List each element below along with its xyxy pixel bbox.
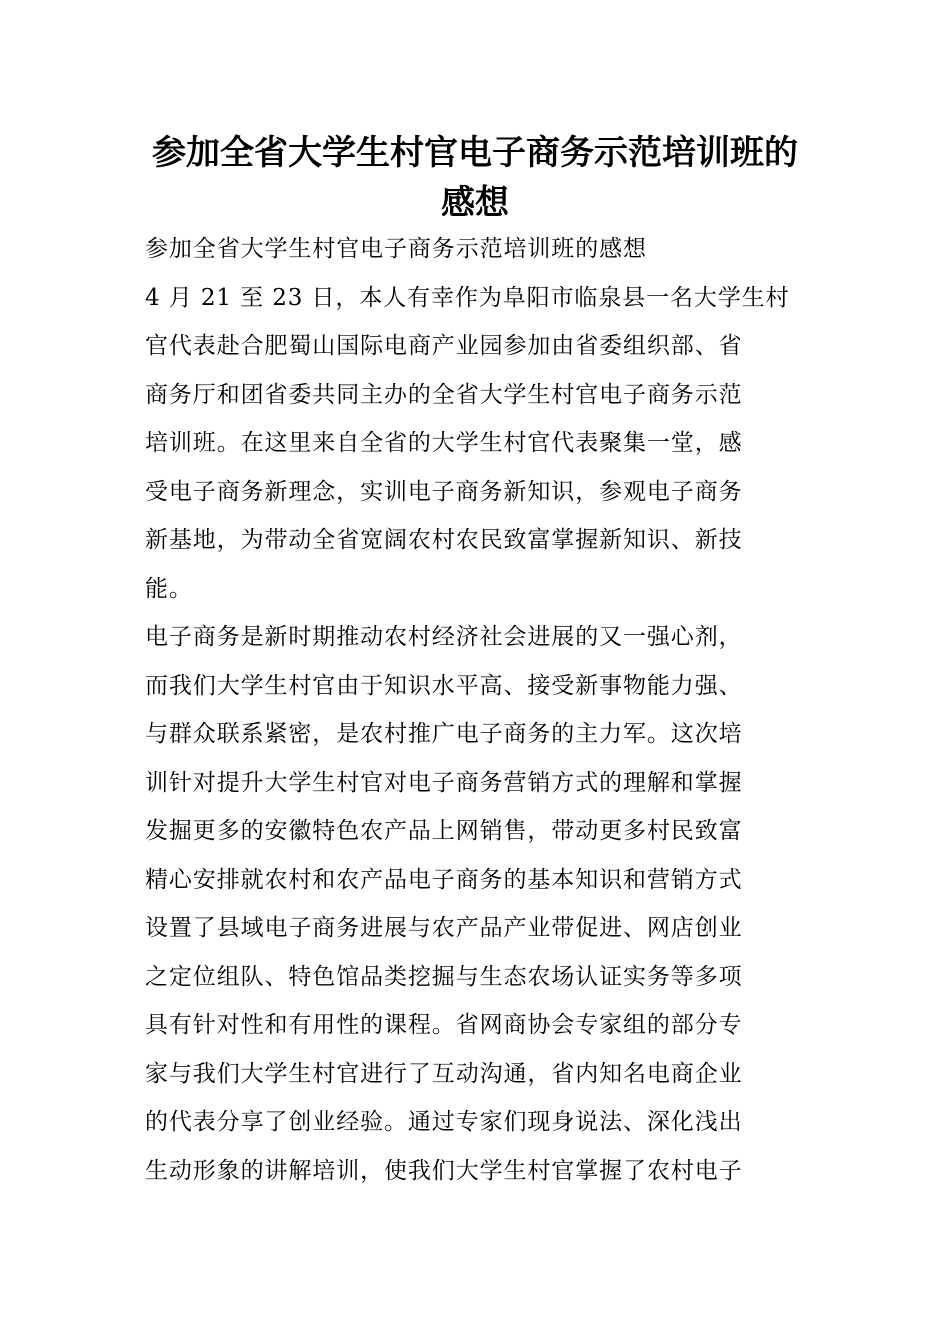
paragraph-2-line: 生动形象的讲解培训，使我们大学生村官掌握了农村电子 — [145, 1157, 743, 1184]
paragraph-1 — [145, 274, 807, 614]
paragraph-2-line: 设置了县域电子商务进展与农产品产业带促进、网店创业 — [145, 915, 743, 941]
paragraph-2-line: 电子商务是新时期推动农村经济社会进展的又一强心剂， — [145, 624, 743, 650]
paragraph-1-line: 培训班。在这里来自全省的大学生村官代表聚集一堂，感 — [145, 430, 743, 456]
paragraph-1-line: 商务厅和团省委共同主办的全省大学生村官电子商务示范 — [145, 381, 743, 408]
paragraph-2-line: 之定位组队、特色馆品类挖掘与生态农场认证实务等多项 — [145, 963, 743, 990]
paragraph-2-line: 家与我们大学生村官进行了互动沟通，省内知名电商企业 — [145, 1060, 743, 1087]
subtitle-line: 参加全省大学生村官电子商务示范培训班的感想 — [145, 236, 647, 262]
paragraph-2 — [145, 613, 807, 1195]
paragraph-2-line: 的代表分享了创业经验。通过专家们现身说法、深化浅出 — [145, 1109, 743, 1135]
paragraph-2-line: 精心安排就农村和农产品电子商务的基本知识和营销方式 — [145, 866, 743, 893]
document-title: 参加全省大学生村官电子商务示范培训班的感想 — [152, 133, 798, 223]
paragraph-1-line: 能。 — [145, 575, 193, 602]
paragraph-1-line: 4 月 21 至 23 日，本人有幸作为阜阳市临泉县一名大学生村 — [145, 284, 790, 311]
paragraph-2-line: 训针对提升大学生村官对电子商务营销方式的理解和掌握 — [145, 769, 743, 796]
paragraph-2-line: 而我们大学生村官由于知识水平高、接受新事物能力强、 — [145, 672, 743, 699]
paragraph-1-line: 官代表赴合肥蜀山国际电商产业园参加由省委组织部、省 — [145, 333, 743, 359]
paragraph-1-line: 受电子商务新理念，实训电子商务新知识，参观电子商务 — [145, 478, 743, 505]
document-body — [145, 225, 807, 1195]
paragraph-1-line: 新基地，为带动全省宽阔农村农民致富掌握新知识、新技 — [145, 527, 743, 553]
paragraph-2-line: 具有针对性和有用性的课程。省网商协会专家组的部分专 — [145, 1012, 743, 1038]
paragraph-2-line: 与群众联系紧密，是农村推广电子商务的主力军。这次培 — [145, 721, 743, 747]
paragraph-2-line: 发掘更多的安徽特色农产品上网销售，带动更多村民致富 — [145, 818, 743, 844]
